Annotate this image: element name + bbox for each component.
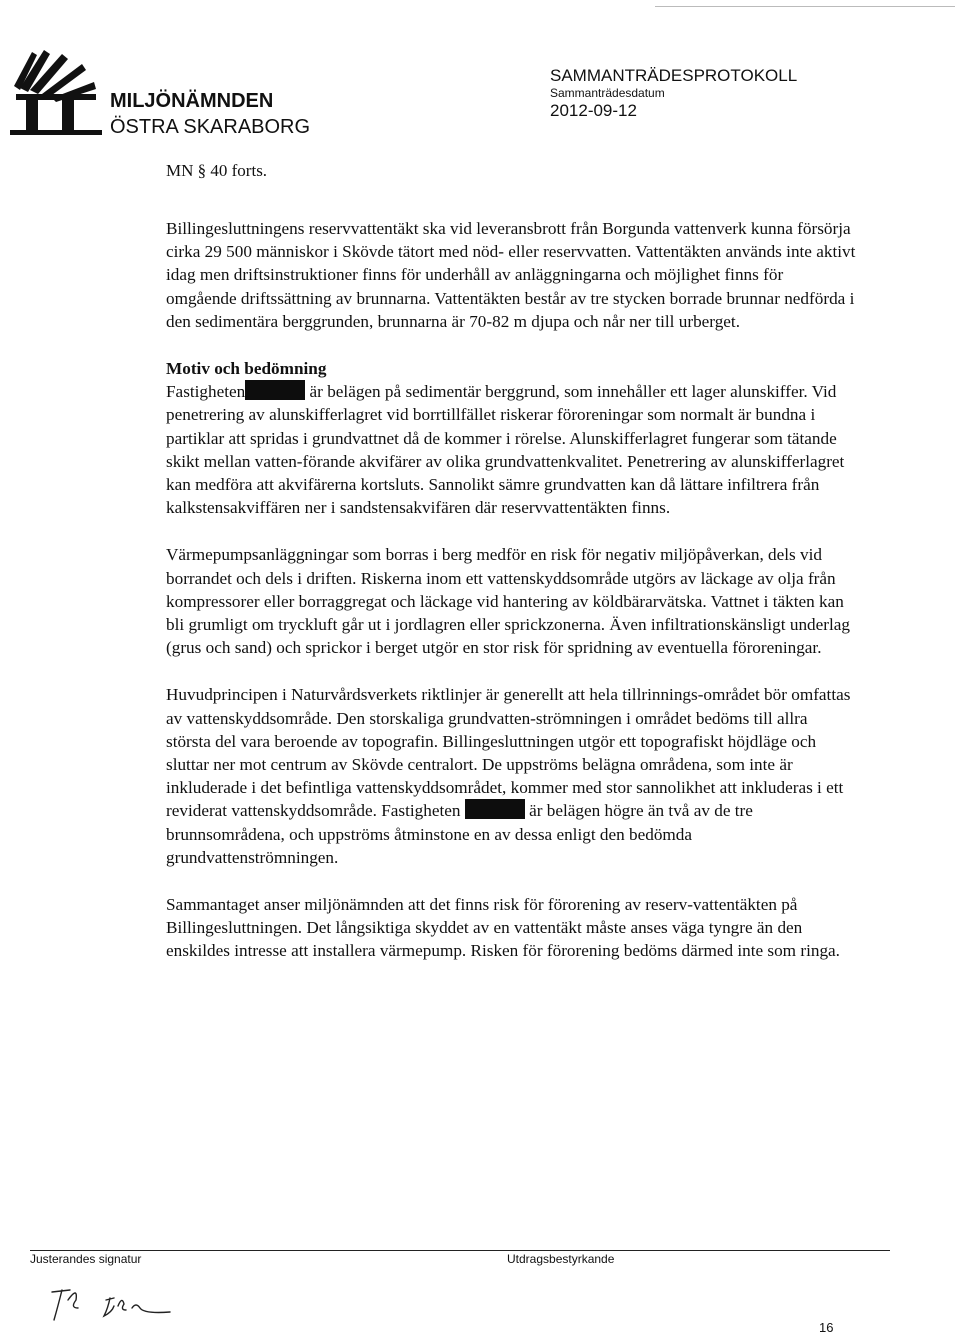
paragraph-assessment	[166, 380, 856, 519]
organization-name	[110, 88, 310, 140]
document-type: SAMMANTRÄDESPROTOKOLL	[550, 66, 798, 85]
certification-label: Utdragsbestyrkande	[507, 1252, 615, 1266]
section-reference: MN § 40 forts.	[166, 161, 268, 180]
protocol-header	[550, 66, 797, 122]
section-heading: Motiv och bedömning	[166, 359, 327, 379]
paragraph-heat-pumps: Värmepumpsanläggningar som borras i berg medför en risk för negativ miljöpåverkan, dels vid borrandet och dels i driften. Riskerna inom ett vattenskyddsområde utgörs av läckage av olja från kompressorer eller borraggregat och läckage vid hantering av köldbärarvätska. Vattnet i täkten kan bli grumligt om tryckluft går ut i jordlagren eller sprickzonerna. Även infiltrationskänsligt underlag (grus och sand) och sprickor i berget utgör en stor risk för spridning av eventuella föroreningar.	[166, 545, 850, 658]
paragraph-text: Fastigheten	[166, 382, 246, 402]
paragraph-background: Billingesluttningens reservvattentäkt ska vid leveransbrott från Borgunda vattenverk kunna försörja cirka 29 500 människor i Skövde tätort med nöd- eller reservvatten. Vattentäkten används inte aktivt idag men driftsinstruktioner finns för underhåll av anläggningarna och möjlighet finns för omgående driftssättning av brunnarna. Vattentäkten består av tre stycken borrade brunnar nedförda i den sedimentära berggrunden, brunnarna är 70-82 m djupa och når ner till urberget.	[166, 219, 856, 331]
page-number: 16	[819, 1320, 834, 1335]
date-label: Sammanträdesdatum	[550, 86, 665, 100]
redaction-block	[245, 380, 305, 400]
org-line-1: MILJÖNÄMNDEN	[110, 90, 274, 112]
top-rule	[655, 6, 955, 7]
paragraph-guidelines	[166, 683, 856, 869]
footer-rule	[30, 1250, 890, 1251]
handwritten-signature-icon	[48, 1278, 208, 1328]
document-body	[166, 217, 856, 963]
paragraph-text: är belägen på sedimentär berggrund, som innehåller ett lager alunskiffer. Vid penetrering av alunskifferlagret vid borrtillfället riskerar föroreningar som normalt är bundna i partiklar att spridas i grundvattnet då de kommer i rörelse. Alunskifferlagret fungerar som tätande skikt mellan vatten-förande akvifärer av olika grundvattenkvalitet. Penetrering av alunskifferlagret kan medföra att akvifärerna kortsluts. Sannolikt sämre grundvatten kan då lättare infiltrera från kalkstensakviffären ner i sandstensakvifären där reservvattentäkten finns.	[166, 382, 845, 518]
meeting-date: 2012-09-12	[550, 101, 637, 120]
org-line-2: ÖSTRA SKARABORG	[110, 116, 311, 138]
redaction-block	[465, 799, 525, 819]
paragraph-text: är belägen högre än två av de tre brunnsområdena, och uppströms åtminstone en av dessa enligt den bedömda grundvattenströmningen.	[166, 801, 753, 867]
signature-label: Justerandes signatur	[30, 1252, 142, 1266]
paragraph-conclusion: Sammantaget anser miljönämnden att det finns risk för förorening av reserv-vattentäkten på Billingesluttningen. Det långsiktiga skyddet av en vattentäkt måste anses väga tyngre än den enskildes intresse att installera värmepump. Risken för förorening bedöms därmed inte som ringa.	[166, 895, 840, 961]
paragraph-text: Huvudprincipen i Naturvårdsverkets riktlinjer är generellt att hela tillrinnings-området bör omfattas av vattenskyddsområde. Den storskaliga grundvatten-strömningen i området bedöms till allra största del vara beroende av topografin. Billingesluttningen utgör ett topografiskt höjdläge och sluttar ner mot centrum av Skövde centralort. De uppströms belägna områdena, som inte är inkluderade i det befintliga vattenskyddsområdet, kommer med stor sannolikhet att inkluderas i ett reviderat vattenskyddsområde. Fastigheten	[166, 685, 851, 821]
municipal-logo-icon	[2, 42, 106, 138]
